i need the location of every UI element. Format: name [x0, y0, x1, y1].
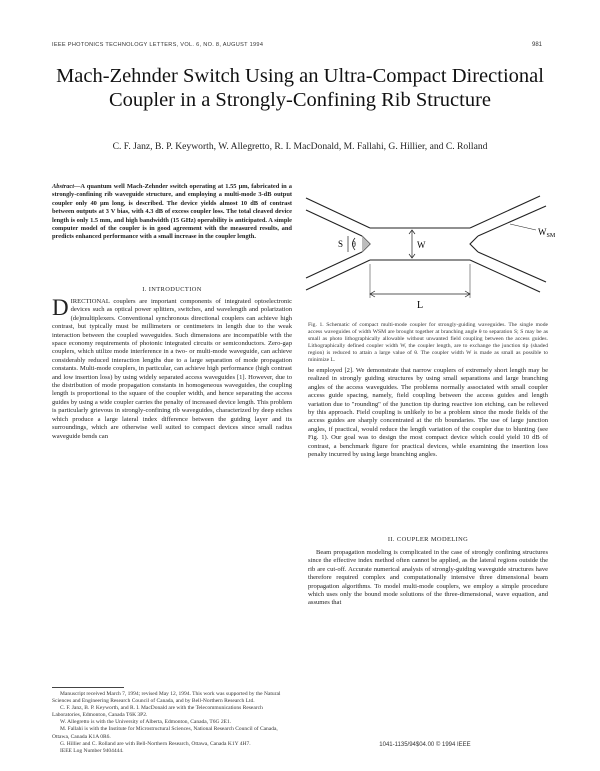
label-wsm	[538, 227, 556, 239]
footnote: C. F. Janz, B. P. Keyworth, and R. I. MacDonald are with the Telecommunications Research Laboratories, Edmonton, Canada T6K 3P2.	[52, 705, 263, 719]
running-head: IEEE PHOTONICS TECHNOLOGY LETTERS, VOL. 6, NO. 8, AUGUST 1994	[52, 42, 264, 48]
label-l: L	[417, 300, 424, 311]
access-guide-lower-right-edge-inner	[478, 252, 546, 282]
introduction-text: IRECTIONAL couplers are important components of integrated optoelectronic devices such as optical power splitters, switches, and wavelength and polarization (de)multiplexers. Conventional synchronous directional couplers can achieve high contrast, but typically must be millimeters or centimeters in length due to the weak interaction between the coupled waveguides. Such dimensions are incompatible with the space economy requirements of photonic integrated circuits or semiconductors. Zero-gap couplers, which utilize mode interference in a two- or multi-mode waveguide, can achieve considerably reduced interaction lengths due to a large separation of mode propagation constants. Multi-mode couplers, in particular, can achieve high performance (high contrast and low insertion loss) by using widely separated access waveguides [1]. However, due to the distribution of mode propagation constants in homogeneous waveguides, the coupling length is proportional to the square of the coupler width, and hence separating the access guides by using a wide coupler carries the penalty of increased device length. This problem is particularly grievous in strongly-confining rib waveguides, characterized by deep etches which produce a large lateral index difference between the guiding layer and its surroundings, which are otherwise well suited to compact devices since small radius waveguide bends can	[52, 298, 292, 440]
label-theta: θ	[352, 240, 356, 249]
label-wsm-main: W	[538, 227, 547, 237]
section-heading-introduction: I. INTRODUCTION	[142, 286, 202, 293]
right-column-body: be employed [2]. We demonstrate that narrow couplers of extremely short length may be realized in strongly guiding structures by using small separations and large branching angles of the access waveguides. The problems normally associated with small coupler access guide spacing, namely, field coupling between the access guides and length variation due to "rounding" of the junction tip during reactive ion etching, can be relieved by this approach. Field coupling is unlikely to be a problem since the mode fields of the access guides are sharply concentrated at the rib boundaries. The use of large junction angles, if practical, would reduce the length variation of the coupler due to blunting (see Fig. 1). Our goal was to design the most compact device which could yield 10 dB of contrast, a benchmark figure for practical devices, while examining the insertion loss penalty incurred by using large branching angles.	[308, 367, 548, 459]
figure-1-caption: Fig. 1. Schematic of compact multi-mode coupler for strongly-guiding waveguides. The single mode access waveguides of width WSM are brought together at branching angle θ to separation S; S may be as small as photo lithographically allowable without unwanted field coupling between the access guides. Lithographically defined coupler width W, the coupler length, are to exchange the junction tip (shaded region) is reduced to attain a large value of θ. The coupler width W is made as small as possible to minimize L.	[308, 322, 548, 363]
access-guide-upper-right-edge-inner	[478, 206, 546, 236]
access-guide-upper-right-edge-outer	[470, 196, 540, 228]
access-guide-lower-right-edge-outer	[470, 260, 540, 292]
footnote: M. Fallahi is with the Institute for Microstructural Sciences, National Research Council of Canada, Ottawa, Canada K1A 0R6.	[52, 726, 278, 740]
paper-title: Mach-Zehnder Switch Using an Ultra-Compact Directional Coupler in a Strongly-Confining Rib Structure	[56, 65, 544, 111]
label-s: S	[338, 239, 344, 249]
label-w: W	[417, 240, 426, 250]
abstract-text: A quantum well Mach-Zehnder switch operating at 1.55 μm, fabricated in a strongly-confining rib waveguide structure, and employing a multi-mode 3-dB output coupler only 40 μm long, is described. The device yields almost 10 dB of contrast between outputs at 3 V bias, with 4.3 dB of excess coupler loss. The total cleaved device length is only 1.5 mm, and high bandwidth (15 GHz) operability is anticipated. A simple computer model of the coupler is in good agreement with the measured results, and predicts enhanced performance with a small increase in the coupler length.	[52, 183, 292, 241]
abstract-label: Abstract—	[52, 183, 81, 190]
footnotes	[52, 691, 292, 755]
page-number: 981	[531, 42, 542, 48]
figure-1-coupler-schematic	[300, 180, 562, 315]
footnote: W. Allegretto is with the University of Alberta, Edmonton, Canada, T6G 2E1.	[60, 719, 232, 726]
footnote-rule	[52, 687, 124, 688]
access-guide-upper-left-edge-outer	[306, 198, 370, 228]
coupler-modeling-body: Beam propagation modeling is complicated in the case of strongly confining structures since the effective index method often cannot be applied, as the lateral regions outside the rib are cut-off. Accurate numerical analysis of strongly-guiding waveguide structures have therefore required complex and computationally intensive three dimensional beam propagation algorithms. To model multi-mode couplers, we employ a simple procedure which uses only the bound mode solutions of the three-dimensional, wave equation, and assumes that	[308, 549, 548, 607]
footnote: G. Hillier and C. Rolland are with Bell-Northern Research, Ottawa, Canada K1Y 4H7.	[60, 740, 251, 747]
access-guide-lower-left-edge-inner	[306, 252, 362, 278]
wsm-leader-line	[510, 224, 536, 230]
access-guide-upper-left-edge-inner	[306, 210, 362, 236]
footnote: IEEE Log Number 9404444.	[60, 747, 124, 754]
drop-cap: D	[52, 298, 69, 320]
introduction-body	[52, 298, 292, 683]
label-wsm-sub: SM	[546, 233, 556, 239]
junction-tip-shading	[362, 236, 370, 252]
author-list: C. F. Janz, B. P. Keyworth, W. Allegretto, R. I. MacDonald, M. Fallahi, G. Hillier, and C. Rolland	[112, 141, 488, 152]
right-junction-tip	[470, 236, 478, 252]
access-guide-lower-left-edge-outer	[306, 260, 370, 290]
copyright-line: 1041-1135/94$04.00 © 1994 IEEE	[379, 742, 471, 748]
footnote: Manuscript received March 7, 1994; revised May 12, 1994. This work was supported by the Natural Sciences and Engineering Research Council of Canada, and by Bell-Northern Research Ltd.	[52, 691, 281, 705]
section-heading-coupler-modeling: II. COUPLER MODELING	[387, 536, 469, 543]
abstract	[52, 183, 292, 242]
